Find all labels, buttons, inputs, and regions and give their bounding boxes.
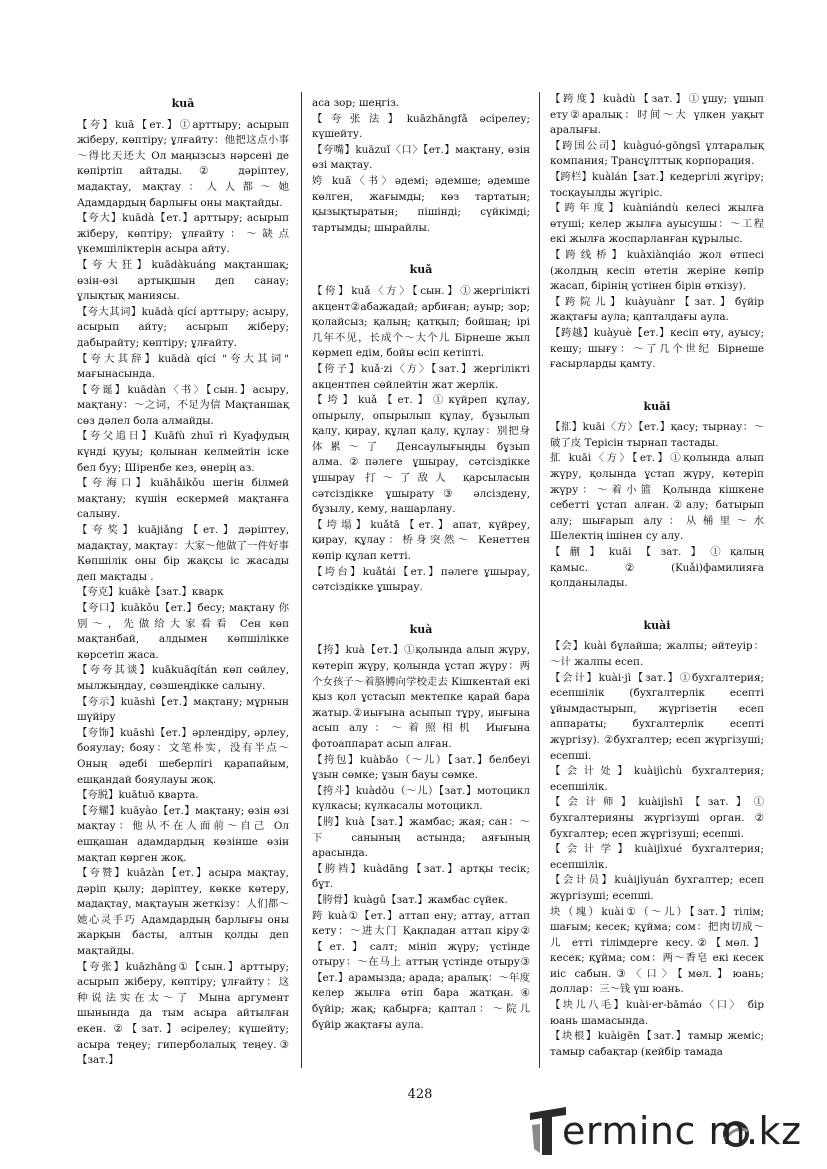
- dictionary-entry: 【蒯】kuāi【зат.】①қалың қамыс.②(Kuǎi)фамилияға қолданылады.: [550, 546, 764, 590]
- dictionary-entry: 【会计师】kuàijìshī【зат.】① бухгалтерияны жүргізуші орган. ② бухгалтер; есеп жүргізуші; есепші.: [550, 796, 764, 840]
- dictionary-entry: 【夸克】kuākè【зат.】кварк: [77, 586, 224, 599]
- dictionary-column-3: [550, 92, 764, 1060]
- terminco-logo[interactable]: [526, 1103, 816, 1163]
- dictionary-entry: 【夸嘴】kuāzuǐ〈口〉【ет.】мақтану, өзін өзі мақтау.: [312, 143, 530, 172]
- dictionary-entry: 姱 kuā〈书〉әдемі; әдемше; әдемше көлген, жағымды; көз тартатын; қызықтыратын; пішінді; сүйкімді; тартымды; шырайлы.: [312, 174, 530, 234]
- dictionary-entry: 【跨栏】kuàlán【зат.】кедергілі жүгіру; тосқауылды жүгіріс.: [550, 170, 764, 199]
- logo-text: erminc m.kz: [562, 1109, 802, 1153]
- dictionary-entry: 㧟 kuāi〈方〉【ет.】①қолында алып жүру, қолында ұстап жүру, көтеріп жүру：～着小篮 Қолында кішкене себетті ұстап алған.②алу; батырып алу; шығарып алу：从桶里～水 Шелектің ішінен су алу.: [550, 452, 764, 543]
- section-heading: kuǎ: [409, 263, 433, 277]
- dictionary-entry: 【夸海口】kuāhǎikǒu шегін білмей мақтану; күшін ескермей мақтанға салыну.: [77, 477, 289, 521]
- dictionary-entry: 【夸饰】kuāshì【ет.】әрлендіру, әрлеу, бояулау; бояу：文笔朴实，没有半点～ Оның әдебі шеберлігі қарапайым, ешқандай бояулауы жоқ.: [77, 726, 289, 786]
- dictionary-entry: 【胯】kuà【зат.】жамбас; жая; сан：～下 санының астында; аяғының арасында.: [312, 815, 530, 860]
- dictionary-entry: 【胯裆】kuàdāng【зат.】артқы тесік; бұт.: [312, 862, 530, 891]
- dictionary-entry: 块（塊）kuài①（～儿）【зат.】тілім; шағым; кесек; құйма; сом：把肉切成～儿 етті тілімдерге кесу.②【мөл.】кесек; құйма; сом：两～香皂 екі кесек иіс сабын.③〈口〉【мөл.】юань; доллар：三～钱 үш юань.: [550, 905, 764, 996]
- dictionary-column-2: [312, 96, 530, 1033]
- section-heading: kuà: [409, 622, 433, 636]
- dictionary-entry: 【跨线桥】kuàxiànqiáo жол өтпесі (жолдың кесіп өтетін жеріне көпір жасап, бірінің үстінен бірін өткізу).: [550, 248, 764, 293]
- dictionary-entry: 【块儿八毛】kuài·er-bāmáo〈口〉 бір юань шамасында.: [550, 999, 764, 1027]
- dictionary-entry: 【夸张法】kuāzhāngfǎ әсірелеу; күшейту.: [312, 112, 530, 141]
- section-gap: [312, 596, 530, 618]
- dictionary-entry: 【夸大其辞】kuādà qící "夸大其词" мағынасында.: [77, 352, 289, 381]
- dictionary-entry: 【㧟】kuāi〈方〉【ет.】қасу; тырнау：～破了皮 Терісін тырнап тастады.: [550, 421, 764, 449]
- dictionary-entry: 【会】kuài бұлайша; жалпы; әйтеуір：～计 жалпы есеп.: [550, 640, 764, 668]
- dictionary-column-1: [77, 92, 289, 1069]
- dictionary-entry: 【垮台】kuǎtái【ет.】пәлеге ұшырау, сәтсіздікке ұшырау.: [312, 565, 530, 594]
- section-heading: kuài: [643, 618, 671, 632]
- dictionary-entry: 【跨越】kuàyuè【ет.】кесіп өту, ауысу; кешу; шығу：～了几个世纪 Бірнеше ғасырларды қамту.: [550, 326, 764, 371]
- dictionary-entry: 【挎包】kuàbāo（～儿）【зат.】белбеуі ұзын сөмке; ұзын бауы сөмке.: [312, 753, 530, 782]
- section-gap: [550, 373, 764, 395]
- dictionary-entry: 【跨度】kuàdù【зат.】①ұшу; ұшып ету②аралық：时间～大 үлкен уақыт аралығы.: [550, 93, 764, 137]
- dictionary-entry: 【会计】kuài·jì【зат.】①бухгалтерия; есепшілік (бухгалтерлік есепті ұйымдастырып, жүргізетін есеп аппараты; бухгалтерлік есепті жүргізу). ②бухгалтер; есеп жүргізуші; есепші.: [550, 671, 764, 762]
- dictionary-entry: 【夸示】kuāshì【ет.】мақтану; мұрнын шүйіру: [77, 695, 289, 724]
- dictionary-entry: 【垮塌】kuǎtā【ет.】апат, күйреу, қирау, құлау：桥身突然～ Кенеттен көпір құлап кетті.: [312, 518, 530, 563]
- dictionary-entry: 【挎斗】kuàdǒu（～儿）【зат.】мотоцикл күлкасы; күлкасалы мотоцикл.: [312, 784, 530, 813]
- dictionary-entry: 【会计学】kuàijìxué бухгалтерия; есепшілік.: [550, 843, 764, 871]
- dictionary-entry: 【夸大】kuādà【ет.】арттыру; асырып жіберу, көптіру; ұлғайту：～缺点 үкемшіліктерін асыра айту.: [77, 212, 289, 256]
- dictionary-entry: 【会计处】kuàijìchù бухгалтерия; есепшілік.: [550, 765, 764, 793]
- dictionary-entry: 【垮】kuǎ【ет.】①күйреп құлау, опырылу, опырылып құлау, бұзылып қалу, қирау, құлап қалу, құлау：别把身体累～了 Денсаулығыңды бұзып алма.②пәлеге ұшырау, сәтсіздікке ұшырау 打～了敌人 қарсыласын сәтсіздікке ұшырату③ әлсіздену, бұзылу, кему, нашарлану.: [312, 394, 530, 516]
- dictionary-entry: 【胯骨】kuàgǔ【зат.】жамбас сүйек.: [312, 893, 508, 906]
- dictionary-entry: 【夸大其词】kuādà qící арттыру; асыру, асырып айту; асырып жіберу; дабырайту; көптіру; ұлғайту.: [77, 305, 289, 349]
- section-heading: kuā: [171, 97, 195, 110]
- dictionary-entry: 【挎】kuà【ет.】①қолында алып жүру, көтеріп жүру, қолында ұстап жүру：两个女孩子～着胳膊向学校走去 Кішкентай екі қыз қол ұстасып мектепке қарай бара жатыр.②иығына асыпып тұру, иығына асып алу：～着照相机 Иығына фотоаппарат асып алған.: [312, 644, 530, 750]
- section-gap: [312, 236, 530, 258]
- section-gap: [550, 592, 764, 614]
- dictionary-entry: 【跨年度】kuàniándù келесі жылға өтуші; келер жылға ауысушы：～工程 екі жылға жоспарланған құрылыс.: [550, 202, 764, 246]
- dictionary-entry: 【跨院儿】kuàyuànr【зат.】бүйір жақтағы аула; қапталдағы аула.: [550, 295, 764, 324]
- dictionary-entry: 跨 kuà①【ет.】аттап ену; аттау, аттап кету：～进大门 Қақпадан аттап кіру②【ет.】салт; мініп жүру; үстінде отыру：～在马上 аттың үстінде отыру③【ет.】арамызда; арада; аралық：～年度 келер жылға өтіп бара жатқан.④ бүйір; жақ; қабырға; қаптал：～院儿 бүйір жақтағы аула.: [312, 909, 530, 1031]
- dictionary-entry: 【夸奖】kuājiǎng【ет.】дәріптеу, мадақтау, мақтау：大家～他做了一件好事 Көпшілік оны бір жақсы іс жасады деп мақтады .: [77, 524, 289, 583]
- section-heading: kuāi: [643, 399, 671, 413]
- dictionary-entry: 【夸夸其谈】kuākuāqítán көп сөйлеу, мылжыңдау, сөзшеңдікке салыну.: [77, 664, 289, 692]
- dictionary-entry: 【夸耀】kuāyào【ет.】мақтану; өзін өзі мақтау：他从不在人面前～自己 Ол ешқашан адамдардың көзінше өзін мақтап көрген жоқ.: [77, 804, 289, 864]
- dictionary-entry: 【夸父追日】Kuāfù zhuī rì Куафудың күнді қууы; қолынан келмейтін іске бел буу; Шіренбе кез, өнерің аз.: [77, 430, 289, 474]
- dictionary-entry: 【夸脱】kuātuō кварта.: [77, 789, 199, 802]
- dictionary-entry: 【夸张】kuāzhāng①【сын.】арттыру; асырып жіберу, көптіру; ұлғайту：这种说法实在太～了 Мына аргумент шынында да тым асыра айтылған екен. ②【зат.】әсірелеу; күшейту; асыра теңеу; гиперболалық теңеу.③【зат.】: [77, 960, 289, 1067]
- dictionary-entry: 【侉子】kuǎ·zi〈方〉【зат.】жергілікті акцентпен сөйлейтін жат жерлік.: [312, 362, 530, 391]
- dictionary-entry: 【夸赞】kuāzàn【ет.】асыра мақтау, дәріп қылу; дәріптеу, көкке көтеру, мадақтау, мақтауын жеткізу：人们都～她心灵手巧 Адамдардың барлығы оны жарқын басты, алтын қолды деп мақтайды.: [77, 867, 289, 958]
- dictionary-entry: 【夸大狂】kuādàkuáng мақтаншақ; өзін-өзі артықшын деп санау; ұлықтық маниясы.: [77, 258, 289, 303]
- dictionary-entry: аса зор; шеңгіз.: [312, 97, 400, 109]
- page-number: 428: [407, 1087, 433, 1102]
- dictionary-entry: 【侉】kuǎ〈方〉【сын.】①жергілікті акцент②абажадай; арбиған; ауыр; зор; қолайсыз; қалың; қатқыл; бойшаң; ірі 几年不见，长成个～大个儿 Бірнеше жыл көрмеп едім, бойы өсіп кетіпті.: [312, 284, 530, 360]
- dictionary-entry: 【会计员】kuàijìyuán бухгалтер; есеп жүргізуші; есепші.: [550, 874, 764, 902]
- dictionary-entry: 【跨国公司】kuàguó-gōngsī ұлтаралық компания; Трансұлттық корпорация.: [550, 139, 764, 168]
- column-divider-left: [301, 92, 302, 1068]
- dictionary-entry: 【夸诞】kuādàn〈书〉【сын.】асыру, мақтану：～之词，不足为信 Мақтаншақ сөз дәлел бола алмайды.: [77, 383, 289, 427]
- dictionary-entry: 【夸】kuā【ет.】①арттыру; асырып жіберу, көптіру; ұлғайту：他把这点小事～得比天还大 Ол маңызсыз нәрсені де көпіртіп айтады. ② дәріптеу, мадақтау, мақтау：人人都～她 Адамдардың барлығы оны мақтайды.: [77, 118, 289, 209]
- dictionary-entry: 【块根】kuàigēn【зат.】тамыр жеміс; тамыр сабақтар (кейбір тамада: [550, 1030, 764, 1058]
- column-divider-right: [539, 92, 540, 1068]
- dictionary-entry: 【夸口】kuākǒu【ет.】бесу; мақтану 你别～，先做给大家看看 Сен көп мақтанбай, алдымен көпшілікке көрсетіп жаса.: [77, 602, 289, 661]
